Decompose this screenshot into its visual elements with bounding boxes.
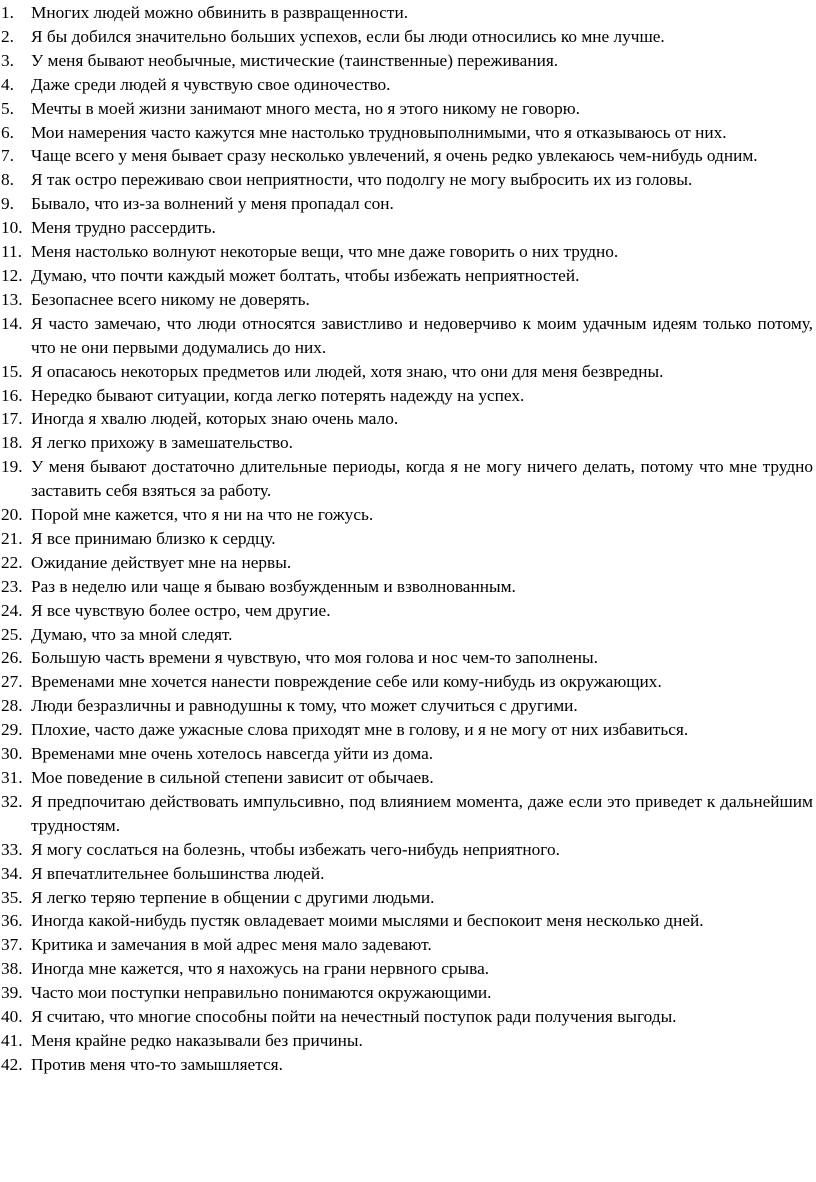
list-item <box>1 25 813 49</box>
list-item <box>1 766 813 790</box>
list-item <box>1 623 813 647</box>
item-text: Большую часть времени я чувствую, что моя голова и нос чем-то заполнены. <box>31 648 598 668</box>
item-number: 30. <box>1 744 23 764</box>
item-text: Мечты в моей жизни занимают много места, но я этого никому не говорю. <box>31 98 580 118</box>
list-item <box>1 790 813 838</box>
item-text: Думаю, что почти каждый может болтать, чтобы избежать неприятностей. <box>31 265 580 285</box>
item-number: 16. <box>1 385 23 405</box>
list-item <box>1 599 813 623</box>
item-number: 8. <box>1 170 14 190</box>
list-item <box>1 1029 813 1053</box>
item-number: 31. <box>1 768 23 787</box>
item-number: 39. <box>1 983 23 1003</box>
item-text: Я могу сослаться на болезнь, чтобы избежать чего-нибудь неприятного. <box>31 839 560 859</box>
list-item <box>1 455 813 503</box>
list-item <box>1 216 813 240</box>
item-number: 18. <box>1 433 23 453</box>
list-item <box>1 384 813 408</box>
item-number: 42. <box>1 1054 23 1074</box>
list-item <box>1 503 813 527</box>
list-item <box>1 1 813 25</box>
item-number: 40. <box>1 1007 23 1027</box>
list-item <box>1 886 813 910</box>
item-number: 4. <box>1 74 14 94</box>
list-item <box>1 862 813 886</box>
item-number: 19. <box>1 457 23 477</box>
item-number: 28. <box>1 696 23 716</box>
item-number: 25. <box>1 624 23 644</box>
item-text: Плохие, часто даже ужасные слова приходят мне в голову, и я не могу от них избавиться. <box>31 720 689 740</box>
list-item <box>1 670 813 694</box>
item-number: 12. <box>1 265 23 285</box>
item-text: Ожидание действует мне на нервы. <box>31 552 292 572</box>
item-text: Мои намерения часто кажутся мне настолько трудновыполнимыми, что я отказываюсь от них. <box>31 122 727 142</box>
item-number: 14. <box>1 313 23 333</box>
list-item <box>1 144 813 168</box>
item-number: 22. <box>1 552 23 572</box>
item-text: Я бы добился значительно больших успехов, если бы люди относились ко мне лучше. <box>31 26 665 46</box>
list-item <box>1 49 813 73</box>
item-text: Мое поведение в сильной степени зависит от обычаев. <box>31 768 434 787</box>
item-text: Меня крайне редко наказывали без причины. <box>31 1030 363 1050</box>
item-text: Многих людей можно обвинить в развращенности. <box>31 3 409 22</box>
item-text: Порой мне кажется, что я ни на что не гожусь. <box>31 505 374 525</box>
item-text: Часто мои поступки неправильно понимаются окружающими. <box>31 983 492 1003</box>
item-text: Я легко теряю терпение в общении с другими людьми. <box>31 887 435 907</box>
item-text: Чаще всего у меня бывает сразу несколько увлечений, я очень редко увлекаюсь чем-нибудь одним. <box>31 146 758 166</box>
item-text: Я впечатлительнее большинства людей. <box>31 863 325 883</box>
item-text: Раз в неделю или чаще я бываю возбужденным и взволнованным. <box>31 576 516 596</box>
item-number: 17. <box>1 409 23 429</box>
item-number: 26. <box>1 648 23 668</box>
item-number: 5. <box>1 98 14 118</box>
item-number: 27. <box>1 672 23 692</box>
item-text: Иногда какой-нибудь пустяк овладевает моими мыслями и беспокоит меня несколько дней. <box>31 911 704 931</box>
list-item <box>1 97 813 121</box>
item-number: 24. <box>1 600 23 620</box>
list-item <box>1 288 813 312</box>
item-number: 3. <box>1 50 14 70</box>
list-item <box>1 73 813 97</box>
item-text: Я все принимаю близко к сердцу. <box>31 528 276 548</box>
item-number: 41. <box>1 1030 23 1050</box>
list-item <box>1 527 813 551</box>
list-item <box>1 933 813 957</box>
item-text: Я так остро переживаю свои неприятности, что подолгу не могу выбросить их из головы. <box>31 170 693 190</box>
item-text: Временами мне хочется нанести повреждение себе или кому-нибудь из окружающих. <box>31 672 662 692</box>
item-text: Даже среди людей я чувствую свое одиночество. <box>31 74 391 94</box>
item-number: 11. <box>1 242 22 262</box>
item-number: 10. <box>1 218 23 238</box>
item-number: 34. <box>1 863 23 883</box>
list-item <box>1 192 813 216</box>
item-text: Я часто замечаю, что люди относятся завистливо и недоверчиво к моим удачным идеям только потому, что не они первыми додумались до них. <box>31 313 813 357</box>
item-number: 32. <box>1 791 23 811</box>
list-item <box>1 742 813 766</box>
item-text: Я легко прихожу в замешательство. <box>31 433 294 453</box>
item-text: Бывало, что из-за волнений у меня пропадал сон. <box>31 194 394 214</box>
item-text: Я предпочитаю действовать импульсивно, под влиянием момента, даже если это приведет к дальнейшим трудностям. <box>31 791 813 835</box>
item-number: 20. <box>1 505 23 525</box>
list-item <box>1 909 813 933</box>
item-text: Безопаснее всего никому не доверять. <box>31 289 310 309</box>
item-number: 2. <box>1 26 14 46</box>
item-text: Я считаю, что многие способны пойти на нечестный поступок ради получения выгоды. <box>31 1007 677 1027</box>
item-text: Временами мне очень хотелось навсегда уйти из дома. <box>31 744 434 764</box>
item-number: 35. <box>1 887 23 907</box>
item-text: Люди безразличны и равнодушны к тому, что может случиться с другими. <box>31 696 578 716</box>
item-number: 23. <box>1 576 23 596</box>
item-number: 9. <box>1 194 14 214</box>
list-item <box>1 1053 813 1077</box>
item-number: 29. <box>1 720 23 740</box>
item-text: Критика и замечания в мой адрес меня мало задевают. <box>31 935 432 955</box>
list-item <box>1 551 813 575</box>
item-number: 13. <box>1 289 23 309</box>
item-number: 6. <box>1 122 14 142</box>
item-text: Иногда я хвалю людей, которых знаю очень мало. <box>31 409 399 429</box>
item-text: У меня бывают необычные, мистические (таинственные) переживания. <box>31 50 559 70</box>
item-text: Я опасаюсь некоторых предметов или людей, хотя знаю, что они для меня безвредны. <box>31 361 664 381</box>
list-item <box>1 575 813 599</box>
item-text: Думаю, что за мной следят. <box>31 624 233 644</box>
list-item <box>1 694 813 718</box>
question-list <box>1 1 813 1077</box>
item-number: 33. <box>1 839 23 859</box>
item-text: Меня трудно рассердить. <box>31 218 216 238</box>
item-text: Иногда мне кажется, что я нахожусь на грани нервного срыва. <box>31 959 490 979</box>
list-item <box>1 957 813 981</box>
item-number: 38. <box>1 959 23 979</box>
list-item <box>1 240 813 264</box>
list-item <box>1 121 813 145</box>
item-number: 7. <box>1 146 14 166</box>
list-item <box>1 360 813 384</box>
item-text: Против меня что-то замышляется. <box>31 1054 283 1074</box>
item-number: 37. <box>1 935 23 955</box>
list-item <box>1 264 813 288</box>
item-text: Я все чувствую более остро, чем другие. <box>31 600 331 620</box>
list-item <box>1 838 813 862</box>
item-number: 15. <box>1 361 23 381</box>
list-item <box>1 407 813 431</box>
list-item <box>1 431 813 455</box>
list-item <box>1 168 813 192</box>
item-number: 36. <box>1 911 23 931</box>
list-item <box>1 312 813 360</box>
list-item <box>1 1005 813 1029</box>
item-number: 1. <box>1 3 14 22</box>
item-text: Меня настолько волнуют некоторые вещи, что мне даже говорить о них трудно. <box>31 242 619 262</box>
item-number: 21. <box>1 528 23 548</box>
item-text: У меня бывают достаточно длительные периоды, когда я не могу ничего делать, потому что мне трудно заставить себя взяться за работу. <box>31 457 813 501</box>
list-item <box>1 646 813 670</box>
list-item <box>1 718 813 742</box>
item-text: Нередко бывают ситуации, когда легко потерять надежду на успех. <box>31 385 525 405</box>
list-item <box>1 981 813 1005</box>
